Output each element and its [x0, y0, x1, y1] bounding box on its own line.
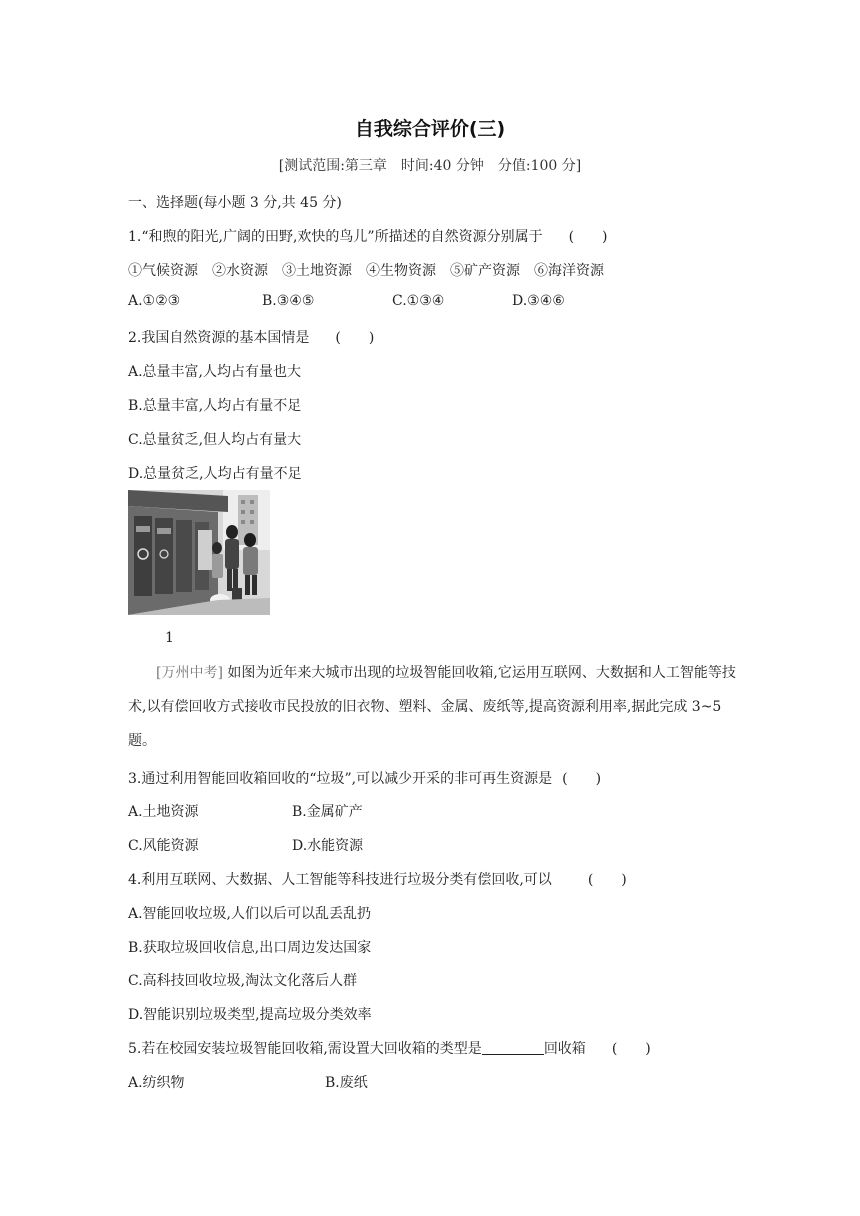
option-a: A.土地资源	[128, 804, 199, 820]
question-1-stem	[128, 226, 608, 246]
answer-paren: ( )	[562, 771, 602, 787]
question-5-text: 5.若在校园安装垃圾智能回收箱,需设置大回收箱的类型是	[128, 1041, 482, 1057]
answer-paren: ( )	[568, 229, 608, 245]
section-heading: 一、选择题(每小题 3 分,共 45 分)	[128, 195, 342, 211]
passage-source: [万州中考]	[156, 665, 223, 681]
question-1-items: ①气候资源 ②水资源 ③土地资源 ④生物资源 ⑤矿产资源 ⑥海洋资源	[128, 263, 604, 279]
option-d: D.智能识别垃圾类型,提高垃圾分类效率	[128, 1007, 372, 1023]
answer-paren: ( )	[335, 330, 375, 346]
answer-paren: ( )	[611, 1041, 651, 1057]
option-b: B.金属矿产	[292, 804, 363, 820]
option-a: A.智能回收垃圾,人们以后可以乱丢乱扔	[128, 906, 372, 922]
question-5-text-end: 回收箱	[543, 1041, 586, 1057]
question-1-text: 1.“和煦的阳光,广阔的田野,欢快的鸟儿”所描述的自然资源分别属于	[128, 229, 543, 245]
question-5-stem	[128, 1038, 651, 1058]
option-d: D.总量贫乏,人均占有量不足	[128, 466, 302, 482]
question-2-stem	[128, 327, 374, 347]
option-b: B.③④⑤	[262, 293, 315, 309]
option-c: C.①③④	[392, 293, 445, 309]
option-a: A.①②③	[128, 293, 181, 309]
option-d: D.水能资源	[292, 838, 364, 854]
answer-blank	[482, 1040, 544, 1055]
question-3-stem	[128, 768, 601, 788]
option-c: C.总量贫乏,但人均占有量大	[128, 432, 302, 448]
answer-paren: ( )	[587, 872, 627, 888]
recycling-bin-photo	[128, 490, 270, 615]
passage-text: 如图为近年来大城市出现的垃圾智能回收箱,它运用互联网、大数据和人工智能等技术,以有偿回收方式接收市民投放的旧衣物、塑料、金属、废纸等,提高资源利用率,据此完成 3~5 题。	[128, 665, 736, 749]
option-b: B.废纸	[325, 1075, 368, 1091]
question-2-text: 2.我国自然资源的基本国情是	[128, 330, 310, 346]
figure-number: 1	[165, 630, 174, 646]
option-a: A.总量丰富,人均占有量也大	[128, 364, 302, 380]
option-c: C.高科技回收垃圾,淘汰文化落后人群	[128, 973, 358, 989]
question-4-text: 4.利用互联网、大数据、人工智能等科技进行垃圾分类有偿回收,可以	[128, 872, 552, 888]
exam-scope-info: [测试范围:第三章 时间:40 分钟 分值:100 分]	[278, 158, 582, 174]
option-a: A.纺织物	[128, 1075, 185, 1091]
question-3-text: 3.通过利用智能回收箱回收的“垃圾”,可以减少开采的非可再生资源是	[128, 771, 553, 787]
page-title: 自我综合评价(三)	[354, 118, 506, 140]
option-c: C.风能资源	[128, 838, 199, 854]
question-4-stem	[128, 869, 627, 889]
option-b: B.总量丰富,人均占有量不足	[128, 398, 302, 414]
reading-passage	[128, 656, 738, 758]
option-d: D.③④⑥	[512, 293, 565, 309]
option-b: B.获取垃圾回收信息,出口周边发达国家	[128, 940, 372, 956]
